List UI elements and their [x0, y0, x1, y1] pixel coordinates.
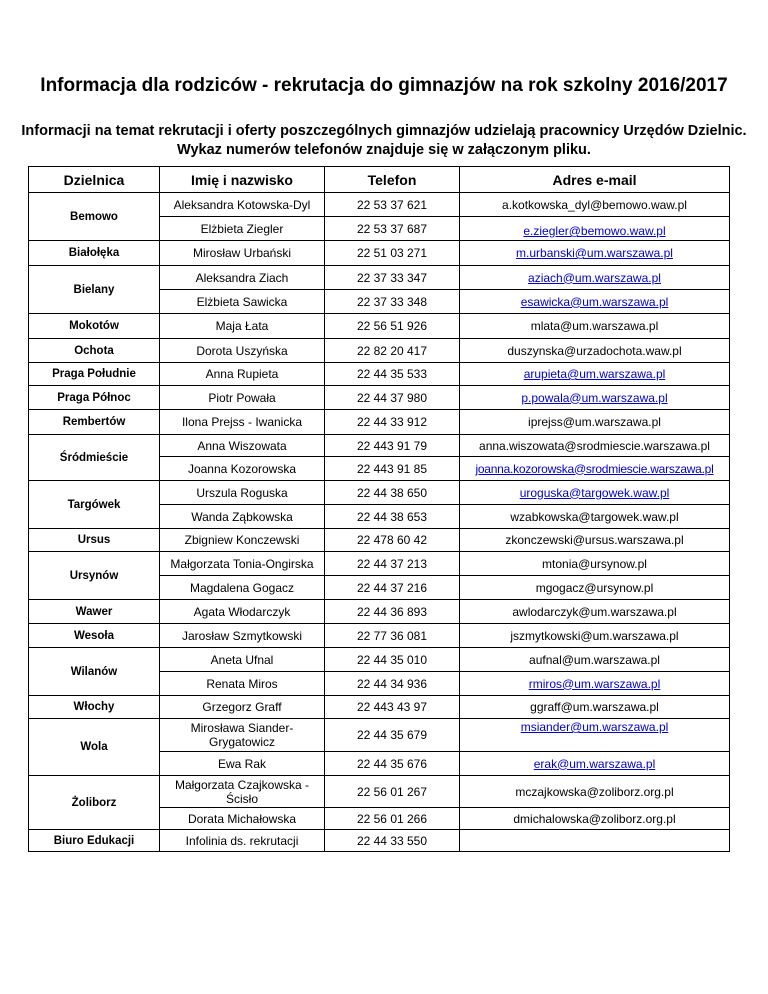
table-row	[29, 776, 730, 808]
email-text: zkonczewski@ursus.warszawa.pl	[505, 533, 684, 547]
email-link[interactable]: esawicka@um.warszawa.pl	[520, 294, 669, 309]
email-cell	[460, 719, 730, 752]
table-row	[29, 435, 730, 457]
phone-cell: 22 44 37 216	[325, 576, 460, 600]
name-cell: Anna Rupieta	[160, 363, 325, 386]
phone-cell: 22 44 38 650	[325, 481, 460, 505]
email-text: iprejss@um.warszawa.pl	[528, 415, 661, 429]
name-cell: Zbigniew Konczewski	[160, 529, 325, 552]
page-title: Informacja dla rodziców - rekrutacja do gimnazjów na rok szkolny 2016/2017	[40, 75, 728, 96]
email-text: aufnal@um.warszawa.pl	[529, 652, 660, 667]
table-row	[29, 410, 730, 435]
name-cell: Małgorzata Tonia-Ongirska	[160, 552, 325, 576]
email-cell	[460, 339, 730, 363]
email-text: anna.wiszowata@srodmiescie.warszawa.pl	[479, 438, 710, 453]
email-cell	[460, 217, 730, 241]
district-cell: Ochota	[29, 339, 160, 363]
contacts-table	[28, 166, 730, 852]
email-link[interactable]: e.ziegler@bemowo.waw.pl	[523, 224, 666, 238]
email-cell	[460, 672, 730, 696]
name-cell: Mirosława Siander-Grygatowicz	[160, 719, 325, 752]
name-cell: Wanda Ząbkowska	[160, 505, 325, 529]
phone-cell: 22 82 20 417	[325, 339, 460, 363]
email-cell-empty	[460, 830, 730, 852]
email-cell	[460, 552, 730, 576]
email-cell	[460, 314, 730, 339]
table-row	[29, 314, 730, 339]
email-cell	[460, 457, 730, 481]
table-row	[29, 386, 730, 410]
email-link[interactable]: arupieta@um.warszawa.pl	[523, 367, 666, 381]
phone-cell: 22 77 36 081	[325, 624, 460, 648]
phone-cell: 22 44 38 653	[325, 505, 460, 529]
table-row	[29, 600, 730, 624]
phone-cell: 22 478 60 42	[325, 529, 460, 552]
page-subtitle: Informacji na temat rekrutacji i oferty poszczególnych gimnazjów udzielają pracownicy Urzędów Dzielnic. Wykaz numerów telefonów znajduje się w załączonym pliku.	[21, 123, 747, 158]
email-cell	[460, 266, 730, 290]
phone-cell: 22 53 37 621	[325, 193, 460, 217]
name-cell: Elżbieta Ziegler	[160, 217, 325, 241]
table-row	[29, 696, 730, 719]
table-row	[29, 363, 730, 386]
district-cell: Włochy	[29, 696, 160, 719]
email-text: mlata@um.warszawa.pl	[530, 319, 659, 333]
email-link[interactable]: p.powala@um.warszawa.pl	[521, 390, 668, 405]
phone-cell: 22 56 01 266	[325, 808, 460, 830]
email-text: mczajkowska@zoliborz.org.pl	[515, 784, 674, 799]
phone-cell: 22 51 03 271	[325, 241, 460, 266]
email-cell	[460, 776, 730, 808]
email-text: jszmytkowski@um.warszawa.pl	[510, 628, 679, 643]
email-cell	[460, 290, 730, 314]
email-text: mtonia@ursynow.pl	[542, 556, 647, 571]
name-cell: Aleksandra Ziach	[160, 266, 325, 290]
email-text: duszynska@urzadochota.waw.pl	[507, 343, 682, 358]
email-cell	[460, 435, 730, 457]
district-cell: Bielany	[29, 266, 160, 314]
email-link[interactable]: erak@um.warszawa.pl	[533, 756, 656, 771]
table-row	[29, 241, 730, 266]
table-row	[29, 339, 730, 363]
district-cell: Wilanów	[29, 648, 160, 696]
district-cell: Biuro Edukacji	[29, 830, 160, 852]
name-cell: Anna Wiszowata	[160, 435, 325, 457]
phone-cell: 22 443 43 97	[325, 696, 460, 719]
name-cell: Ewa Rak	[160, 752, 325, 776]
email-cell	[460, 696, 730, 719]
name-cell: Urszula Roguska	[160, 481, 325, 505]
table-row	[29, 552, 730, 576]
district-cell: Mokotów	[29, 314, 160, 339]
phone-cell: 22 44 33 912	[325, 410, 460, 435]
phone-cell: 22 44 34 936	[325, 672, 460, 696]
table-row	[29, 266, 730, 290]
phone-cell: 22 44 33 550	[325, 830, 460, 852]
email-cell	[460, 752, 730, 776]
email-cell	[460, 481, 730, 505]
name-cell: Piotr Powała	[160, 386, 325, 410]
email-cell	[460, 808, 730, 830]
email-link[interactable]: joanna.kozorowska@srodmiescie.warszawa.pl	[475, 461, 714, 476]
name-cell: Elżbieta Sawicka	[160, 290, 325, 314]
table-row	[29, 529, 730, 552]
header-district: Dzielnica	[29, 167, 160, 193]
district-cell: Wola	[29, 719, 160, 776]
email-cell	[460, 648, 730, 672]
phone-cell: 22 37 33 347	[325, 266, 460, 290]
email-cell	[460, 505, 730, 529]
table-row	[29, 648, 730, 672]
district-cell: Ursus	[29, 529, 160, 552]
email-text: wzabkowska@targowek.waw.pl	[510, 509, 679, 524]
email-cell	[460, 241, 730, 266]
header-email: Adres e-mail	[460, 167, 730, 193]
email-cell	[460, 600, 730, 624]
email-cell	[460, 193, 730, 217]
name-cell: Ilona Prejss - Iwanicka	[160, 410, 325, 435]
phone-cell: 22 56 01 267	[325, 776, 460, 808]
name-cell: Małgorzata Czajkowska - Ścisło	[160, 776, 325, 808]
phone-cell: 22 44 35 533	[325, 363, 460, 386]
email-cell	[460, 576, 730, 600]
phone-cell: 22 44 35 676	[325, 752, 460, 776]
phone-cell: 22 53 37 687	[325, 217, 460, 241]
header-phone: Telefon	[325, 167, 460, 193]
phone-cell: 22 443 91 79	[325, 435, 460, 457]
email-link[interactable]: rmiros@um.warszawa.pl	[528, 676, 661, 691]
phone-cell: 22 37 33 348	[325, 290, 460, 314]
name-cell: Maja Łata	[160, 314, 325, 339]
district-cell: Ursynów	[29, 552, 160, 600]
table-body	[29, 193, 730, 852]
email-link[interactable]: m.urbanski@um.warszawa.pl	[516, 246, 673, 260]
email-text: a.kotkowska_dyl@bemowo.waw.pl	[502, 197, 687, 212]
district-cell: Targówek	[29, 481, 160, 529]
district-cell: Wawer	[29, 600, 160, 624]
table-row	[29, 719, 730, 752]
email-cell	[460, 386, 730, 410]
name-cell: Aneta Ufnal	[160, 648, 325, 672]
table-row	[29, 830, 730, 852]
name-cell: Dorata Michałowska	[160, 808, 325, 830]
phone-cell: 22 443 91 85	[325, 457, 460, 481]
name-cell: Agata Włodarczyk	[160, 600, 325, 624]
email-text: ggraff@um.warszawa.pl	[530, 700, 659, 714]
table-row	[29, 193, 730, 217]
district-cell: Rembertów	[29, 410, 160, 435]
email-link[interactable]: msiander@um.warszawa.pl	[520, 720, 669, 734]
name-cell: Grzegorz Graff	[160, 696, 325, 719]
phone-cell: 22 56 51 926	[325, 314, 460, 339]
table-row	[29, 624, 730, 648]
email-text: awlodarczyk@um.warszawa.pl	[512, 604, 677, 619]
header-name: Imię i nazwisko	[160, 167, 325, 193]
email-cell	[460, 529, 730, 552]
name-cell: Infolinia ds. rekrutacji	[160, 830, 325, 852]
district-cell: Białołęka	[29, 241, 160, 266]
district-cell: Bemowo	[29, 193, 160, 241]
email-link[interactable]: uroguska@targowek.waw.pl	[519, 485, 670, 500]
name-cell: Renata Miros	[160, 672, 325, 696]
district-cell: Śródmieście	[29, 435, 160, 481]
phone-cell: 22 44 35 010	[325, 648, 460, 672]
email-text: mgogacz@ursynow.pl	[535, 580, 654, 595]
district-cell: Wesoła	[29, 624, 160, 648]
phone-cell: 22 44 36 893	[325, 600, 460, 624]
district-cell: Praga Północ	[29, 386, 160, 410]
name-cell: Aleksandra Kotowska-Dyl	[160, 193, 325, 217]
email-text: dmichalowska@zoliborz.org.pl	[513, 811, 676, 826]
phone-cell: 22 44 37 980	[325, 386, 460, 410]
phone-cell: 22 44 37 213	[325, 552, 460, 576]
email-cell	[460, 624, 730, 648]
name-cell: Mirosław Urbański	[160, 241, 325, 266]
email-cell	[460, 363, 730, 386]
name-cell: Joanna Kozorowska	[160, 457, 325, 481]
name-cell: Jarosław Szmytkowski	[160, 624, 325, 648]
phone-cell: 22 44 35 679	[325, 719, 460, 752]
district-cell: Żoliborz	[29, 776, 160, 830]
name-cell: Magdalena Gogacz	[160, 576, 325, 600]
table-row	[29, 481, 730, 505]
name-cell: Dorota Uszyńska	[160, 339, 325, 363]
email-cell	[460, 410, 730, 435]
district-cell: Praga Południe	[29, 363, 160, 386]
table-header-row	[29, 167, 730, 193]
email-link[interactable]: aziach@um.warszawa.pl	[528, 270, 661, 285]
